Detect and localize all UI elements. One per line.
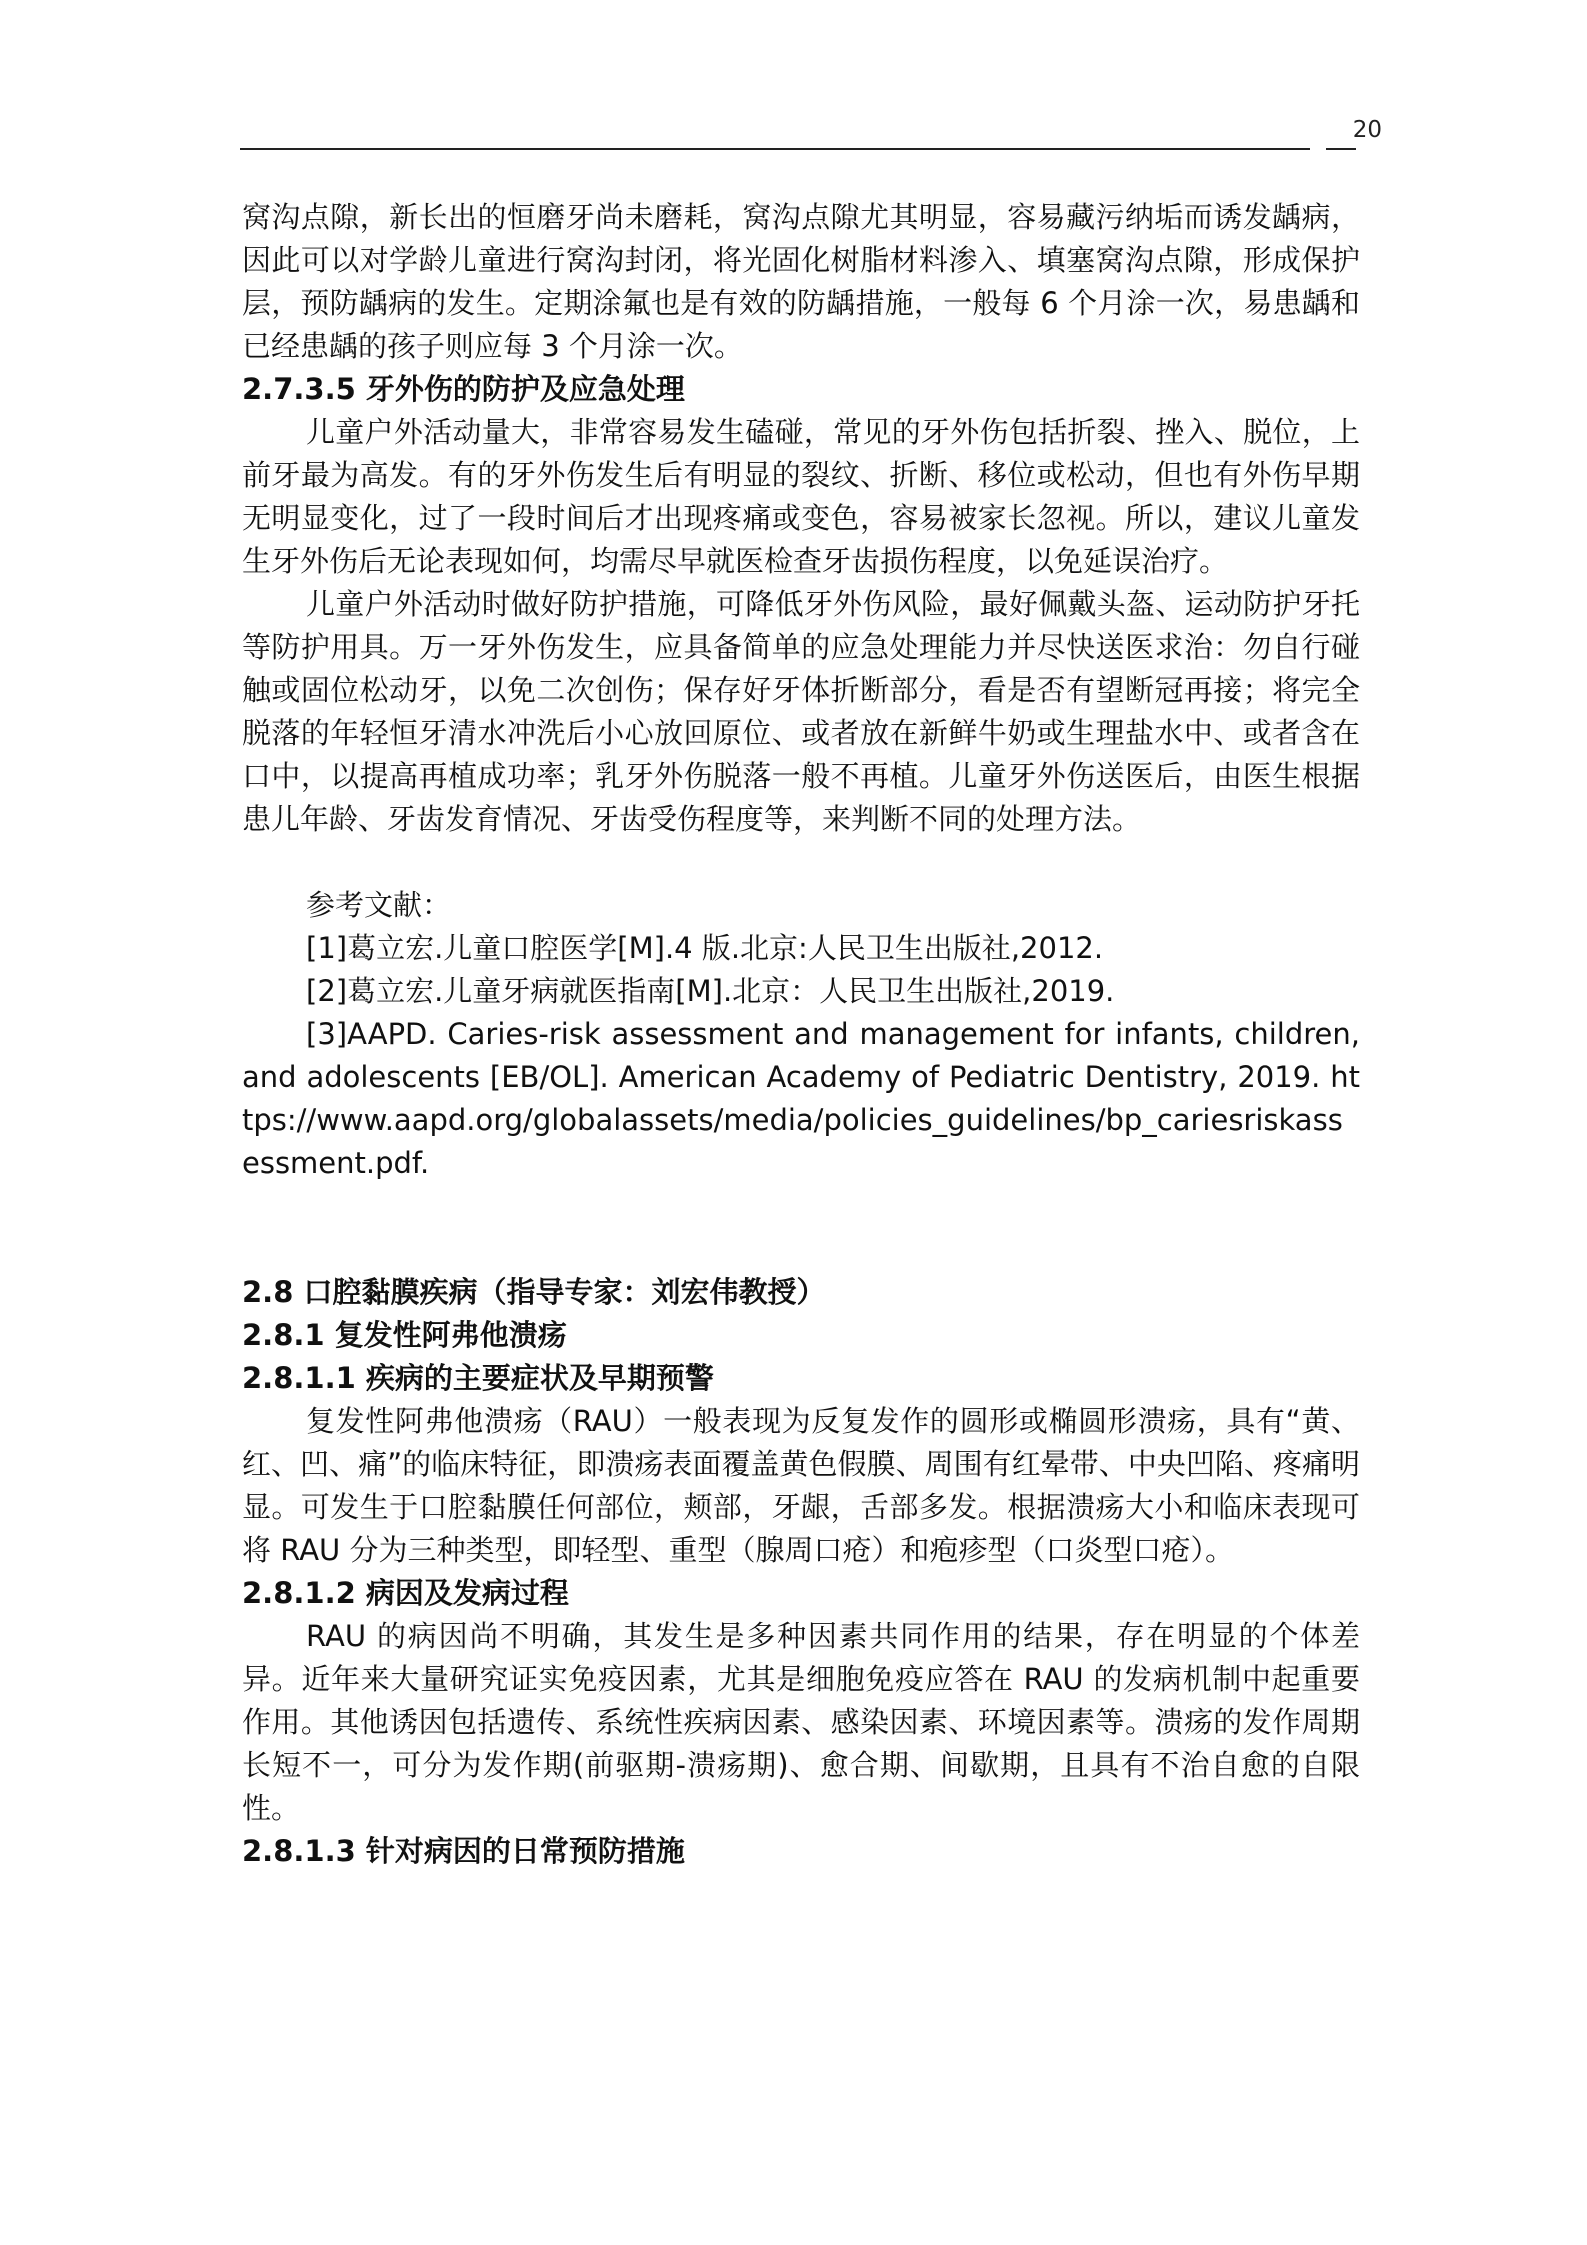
references (242, 884, 1360, 1185)
heading-2-8: 2.8 口腔黏膜疾病（指导专家：刘宏伟教授） (242, 1275, 826, 1309)
page-number: 20 (1352, 117, 1382, 143)
heading-2-8-1-1: 2.8.1.1 疾病的主要症状及早期预警 (242, 1361, 714, 1395)
paragraph-trauma-2: 儿童户外活动时做好防护措施，可降低牙外伤风险，最好佩戴头盔、运动防护牙托等防护用具。万一牙外伤发生，应具备简单的应急处理能力并尽快送医求治：勿自行碰触或固位松动牙，以免二次创伤；保存好牙体折断部分，看是否有望断冠再接；将完全脱落的年轻恒牙清水冲洗后小心放回原位、或者放在新鲜牛奶或生理盐水中、或者含在口中，以提高再植成功率；乳牙外伤脱落一般不再植。儿童牙外伤送医后，由医生根据患儿年龄、牙齿发育情况、牙齿受伤程度等，来判断不同的处理方法。 (242, 587, 1360, 836)
header-rule (240, 148, 1310, 150)
header-rule-short (1326, 148, 1356, 150)
paragraph-rau-etiology: RAU 的病因尚不明确，其发生是多种因素共同作用的结果，存在明显的个体差异。近年来大量研究证实免疫因素，尤其是细胞免疫应答在 RAU 的发病机制中起重要作用。其他诱因包括遗传、系统性疾病因素、感染因素、环境因素等。溃疡的发作周期长短不一，可分为发作期(前驱期-溃疡期)、愈合期、间歇期，且具有不治自愈的自限性。 (242, 1619, 1360, 1825)
heading-2-7-3-5: 2.7.3.5 牙外伤的防护及应急处理 (242, 372, 685, 406)
paragraph-rau-symptoms: 复发性阿弗他溃疡（RAU）一般表现为反复发作的圆形或椭圆形溃疡，具有“黄、红、凹、痛”的临床特征，即溃疡表面覆盖黄色假膜、周围有红晕带、中央凹陷、疼痛明显。可发生于口腔黏膜任何部位，颊部，牙龈，舌部多发。根据溃疡大小和临床表现可将 RAU 分为三种类型，即轻型、重型（腺周口疮）和疱疹型（口炎型口疮）。 (242, 1404, 1360, 1567)
heading-2-8-1-3: 2.8.1.3 针对病因的日常预防措施 (242, 1834, 685, 1868)
references-title: 参考文献： (306, 888, 452, 922)
paragraph-trauma-1: 儿童户外活动量大，非常容易发生磕碰，常见的牙外伤包括折裂、挫入、脱位，上前牙最为高发。有的牙外伤发生后有明显的裂纹、折断、移位或松动，但也有外伤早期无明显变化，过了一段时间后才出现疼痛或变色，容易被家长忽视。所以，建议儿童发生牙外伤后无论表现如何，均需尽早就医检查牙齿损伤程度，以免延误治疗。 (242, 415, 1360, 578)
reference-item: [1]葛立宏.儿童口腔医学[M].4 版.北京:人民卫生出版社,2012. (306, 931, 1104, 965)
paragraph-pit-fissure: 窝沟点隙，新长出的恒磨牙尚未磨耗，窝沟点隙尤其明显，容易藏污纳垢而诱发龋病，因此可以对学龄儿童进行窝沟封闭，将光固化树脂材料渗入、填塞窝沟点隙，形成保护层，预防龋病的发生。定期涂氟也是有效的防龋措施，一般每 6 个月涂一次，易患龋和已经患龋的孩子则应每 3 个月涂一次。 (242, 200, 1360, 363)
document-body (242, 196, 1360, 1873)
reference-item: [3]AAPD. Caries-risk assessment and management for infants, children, and adolescents [EB/OL]. American Academy of Pediatric Dentistry, 2019. https://www.aapd.org/globalassets/media/policies_guidelines/bp_cariesriskassessment.pdf. (242, 1017, 1360, 1180)
reference-item: [2]葛立宏.儿童牙病就医指南[M].北京：人民卫生出版社,2019. (306, 974, 1115, 1008)
heading-2-8-1-2: 2.8.1.2 病因及发病过程 (242, 1576, 569, 1610)
section-spacer (242, 1185, 1360, 1271)
heading-2-8-1: 2.8.1 复发性阿弗他溃疡 (242, 1318, 567, 1352)
